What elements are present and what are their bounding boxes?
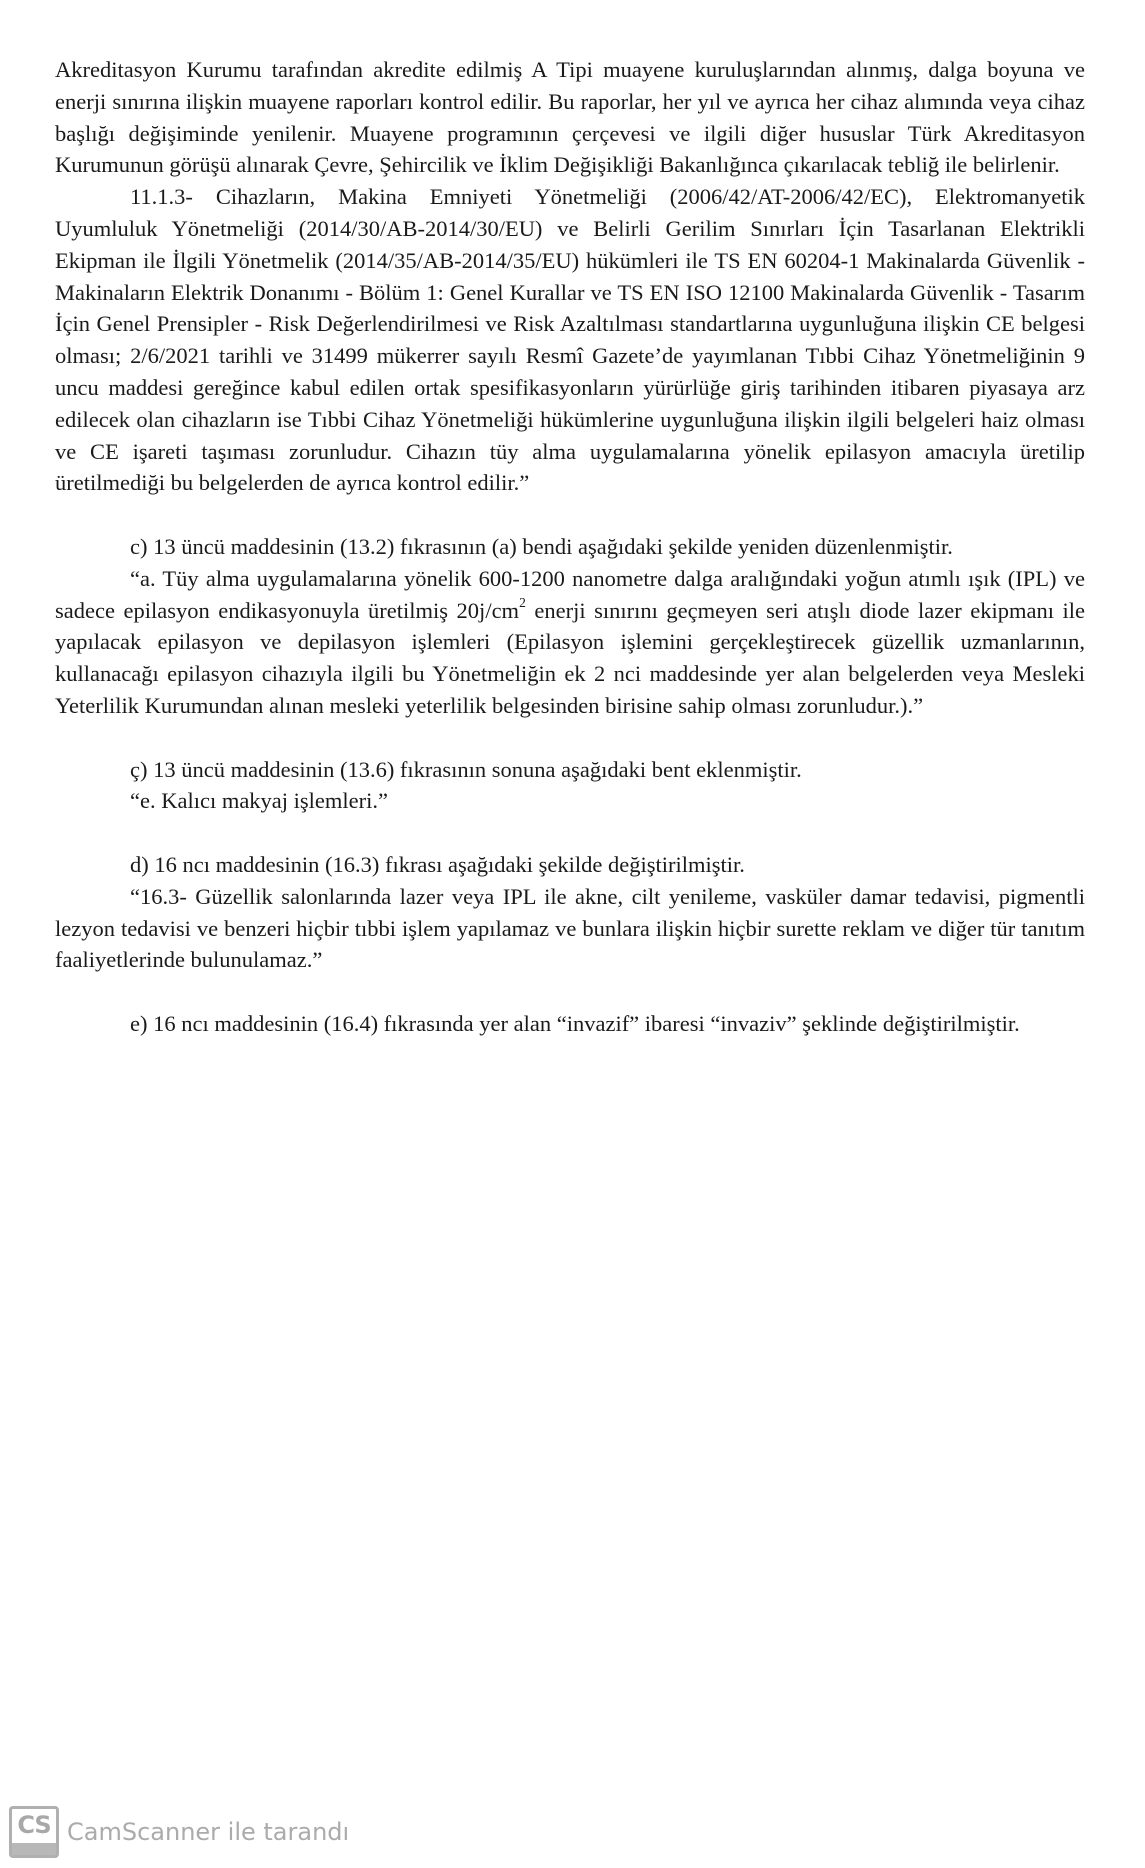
paragraph-amendment-c-text xyxy=(55,563,1085,722)
superscript-2: 2 xyxy=(519,594,526,610)
paragraph-spacer xyxy=(55,722,1085,754)
paragraph-accreditation: Akreditasyon Kurumu tarafından akredite edilmiş A Tipi muayene kuruluşlarından alınmış, dalga boyuna ve enerji sınırına ilişkin muayene raporları kontrol edilir. Bu raporlar, her yıl ve ayrıca her cihaz alımında veya cihaz başlığı değişiminde yenilenir. Muayene programının çerçevesi ve ilgili diğer hususlar Türk Akreditasyon Kurumunun görüşü alınarak Çevre, Şehircilik ve İklim Değişikliği Bakanlığınca çıkarılacak tebliğ ile belirlenir. xyxy=(55,57,1085,178)
paragraph-amendment-d-text: “16.3- Güzellik salonlarında lazer veya IPL ile akne, cilt yenileme, vasküler damar tedavisi, pigmentli lezyon tedavisi ve benzeri hiçbir tıbbi işlem yapılamaz ve bunlara ilişkin hiçbir surette reklam ve diğer tür tanıtım faaliyetlerinde bulunulamaz.” xyxy=(55,883,1085,973)
amendment-c-text-part1: “a. Tüy alma uygulamalarına yönelik 600-1200 nanometre dalga aralığındaki yoğun atımlı ışık (IPL) ve sadece epilasyon endikasyonuyla üretilmiş 20j/cm xyxy=(55,565,1085,623)
paragraph-amendment-d: d) 16 ncı maddesinin (16.3) fıkrası aşağıdaki şekilde değiştirilmiştir. xyxy=(130,851,745,877)
camscanner-logo-text: CS xyxy=(17,1811,51,1839)
paragraph-amendment-e: e) 16 ncı maddesinin (16.4) fıkrasında yer alan “invazif” ibaresi “invaziv” şeklinde değiştirilmiştir. xyxy=(130,1010,1020,1036)
amendment-c-text-part2: enerji sınırını geçmeyen seri atışlı diode lazer ekipmanı ile yapılacak epilasyon ve depilasyon işlemleri (Epilasyon işlemini gerçekleştirecek güzellik uzmanlarının, kullanacağı epilasyon cihazıyla ilgili bu Yönetmeliğin ek 2 nci maddesinde yer alan belgelerden veya Mesleki Yeterlilik Kurumundan alınan mesleki yeterlilik belgesinden birisine sahip olması zorunludur.).” xyxy=(55,597,1086,718)
paragraph-spacer xyxy=(55,499,1085,531)
camscanner-watermark xyxy=(9,1806,349,1858)
camscanner-logo-icon xyxy=(9,1806,59,1858)
document-page xyxy=(55,54,1085,1040)
camscanner-logo-bar xyxy=(12,1843,56,1855)
paragraph-amendment-c: c) 13 üncü maddesinin (13.2) fıkrasının (a) bendi aşağıdaki şekilde yeniden düzenlenmiştir. xyxy=(130,533,953,559)
camscanner-label: CamScanner ile tarandı xyxy=(67,1818,350,1846)
paragraph-spacer xyxy=(55,817,1085,849)
paragraph-11-1-3: 11.1.3- Cihazların, Makina Emniyeti Yönetmeliği (2006/42/AT-2006/42/EC), Elektromanyetik Uyumluluk Yönetmeliği (2014/30/AB-2014/30/EU) ve Belirli Gerilim Sınırları İçin Tasarlanan Elektrikli Ekipman ile İlgili Yönetmelik (2014/35/AB-2014/35/EU) hükümleri ile TS EN 60204-1 Makinalarda Güvenlik - Makinaların Elektrik Donanımı - Bölüm 1: Genel Kurallar ve TS EN ISO 12100 Makinalarda Güvenlik - Tasarım İçin Genel Prensipler - Risk Değerlendirilmesi ve Risk Azaltılması standartlarına uygunluğuna ilişkin CE belgesi olması; 2/6/2021 tarihli ve 31499 mükerrer sayılı Resmî Gazete’de yayımlanan Tıbbi Cihaz Yönetmeliğinin 9 uncu maddesi gereğince kabul edilen ortak spesifikasyonların yürürlüğe giriş tarihinden itibaren piyasaya arz edilecek olan cihazların ise Tıbbi Cihaz Yönetmeliği hükümlerine uygunluğuna ilişkin ilgili belgeleri haiz olması ve CE işareti taşıması zorunludur. Cihazın tüy alma uygulamalarına yönelik epilasyon amacıyla üretilip üretilmediği bu belgelerden de ayrıca kontrol edilir.” xyxy=(55,184,1085,496)
paragraph-amendment-c-cedilla-text: “e. Kalıcı makyaj işlemleri.” xyxy=(130,788,389,814)
paragraph-spacer xyxy=(55,976,1085,1008)
paragraph-amendment-c-cedilla: ç) 13 üncü maddesinin (13.6) fıkrasının sonuna aşağıdaki bent eklenmiştir. xyxy=(130,756,802,782)
